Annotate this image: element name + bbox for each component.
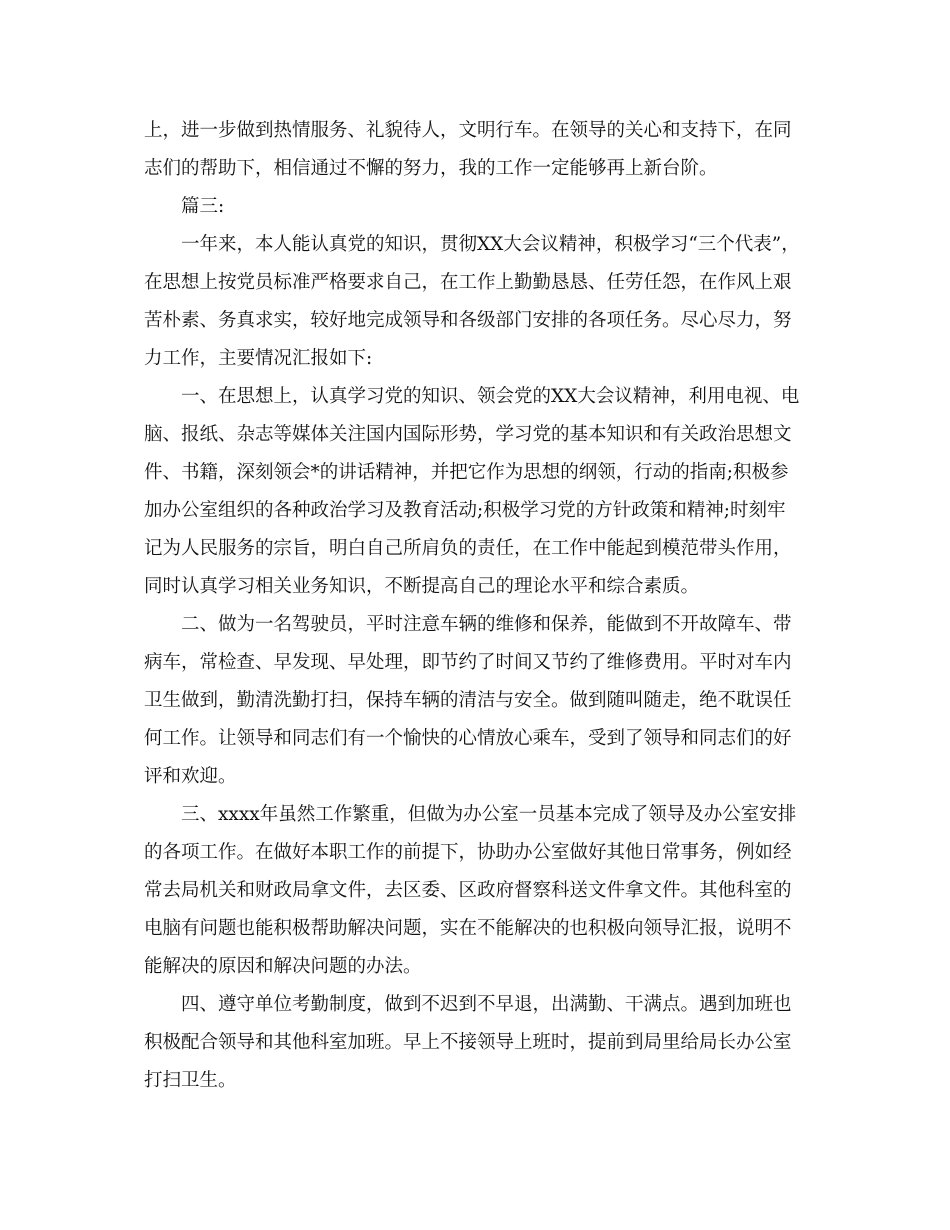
- text-line: 电脑有问题也能积极帮助解决问题，实在不能解决的也积极向领导汇报，说明不: [144, 918, 792, 939]
- text-line: 四、遵守单位考勤制度，做到不迟到不早退，出满勤、干满点。遇到加班也: [181, 994, 792, 1015]
- text-line: 一、在思想上，认真学习党的知识、领会党的XX大会议精神，利用电视、电: [181, 386, 800, 407]
- text-line: 加办公室组织的各种政治学习及教育活动;积极学习党的方针政策和精神;时刻牢: [144, 500, 786, 521]
- text-line: 上，进一步做到热情服务、礼貌待人，文明行车。在领导的关心和支持下，在同: [144, 120, 792, 141]
- text-line: 卫生做到，勤清洗勤打扫，保持车辆的清洁与安全。做到随叫随走，绝不耽误任: [144, 690, 792, 711]
- document-body: [144, 116, 814, 1095]
- text-line: 病车，常检查、早发现、早处理，即节约了时间又节约了维修费用。平时对车内: [144, 652, 792, 673]
- text-line: 的各项工作。在做好本职工作的前提下，协助办公室做好其他日常事务，例如经: [144, 842, 792, 863]
- text-line: 一年来，本人能认真党的知识，贯彻XX大会议精神，积极学习“三个代表”，: [181, 234, 800, 255]
- section-heading: 篇三:: [181, 196, 225, 217]
- text-line: 苦朴素、务真求实，较好地完成领导和各级部门安排的各项任务。尽心尽力，努: [144, 310, 792, 331]
- text-line: 能解决的原因和解决问题的办法。: [144, 956, 422, 977]
- text-line: 在思想上按党员标准严格要求自己，在工作上勤勤恳恳、任劳任怨，在作风上艰: [144, 272, 792, 293]
- text-line: 积极配合领导和其他科室加班。早上不接领导上班时，提前到局里给局长办公室: [144, 1032, 792, 1053]
- text-line: 二、做为一名驾驶员，平时注意车辆的维修和保养，能做到不开故障车、带: [181, 614, 792, 635]
- text-line: 常去局机关和财政局拿文件，去区委、区政府督察科送文件拿文件。其他科室的: [144, 880, 792, 901]
- text-line: 同时认真学习相关业务知识，不断提高自己的理论水平和综合素质。: [144, 576, 700, 597]
- text-line: 记为人民服务的宗旨，明白自己所肩负的责任，在工作中能起到模范带头作用，: [144, 538, 792, 559]
- text-line: 何工作。让领导和同志们有一个愉快的心情放心乘车，受到了领导和同志们的好: [144, 728, 792, 749]
- text-line: 评和欢迎。: [144, 766, 237, 787]
- text-line: 件、书籍，深刻领会*的讲话精神，并把它作为思想的纲领，行动的指南;积极参: [144, 462, 789, 483]
- text-line: 志们的帮助下，相信通过不懈的努力，我的工作一定能够再上新台阶。: [144, 158, 718, 179]
- text-line: 力工作，主要情况汇报如下:: [144, 348, 373, 369]
- text-line: 三、xxxx年虽然工作繁重，但做为办公室一员基本完成了领导及办公室安排: [181, 804, 797, 825]
- text-line: 脑、报纸、杂志等媒体关注国内国际形势，学习党的基本知识和有关政治思想文: [144, 424, 792, 445]
- text-line: 打扫卫生。: [144, 1070, 237, 1091]
